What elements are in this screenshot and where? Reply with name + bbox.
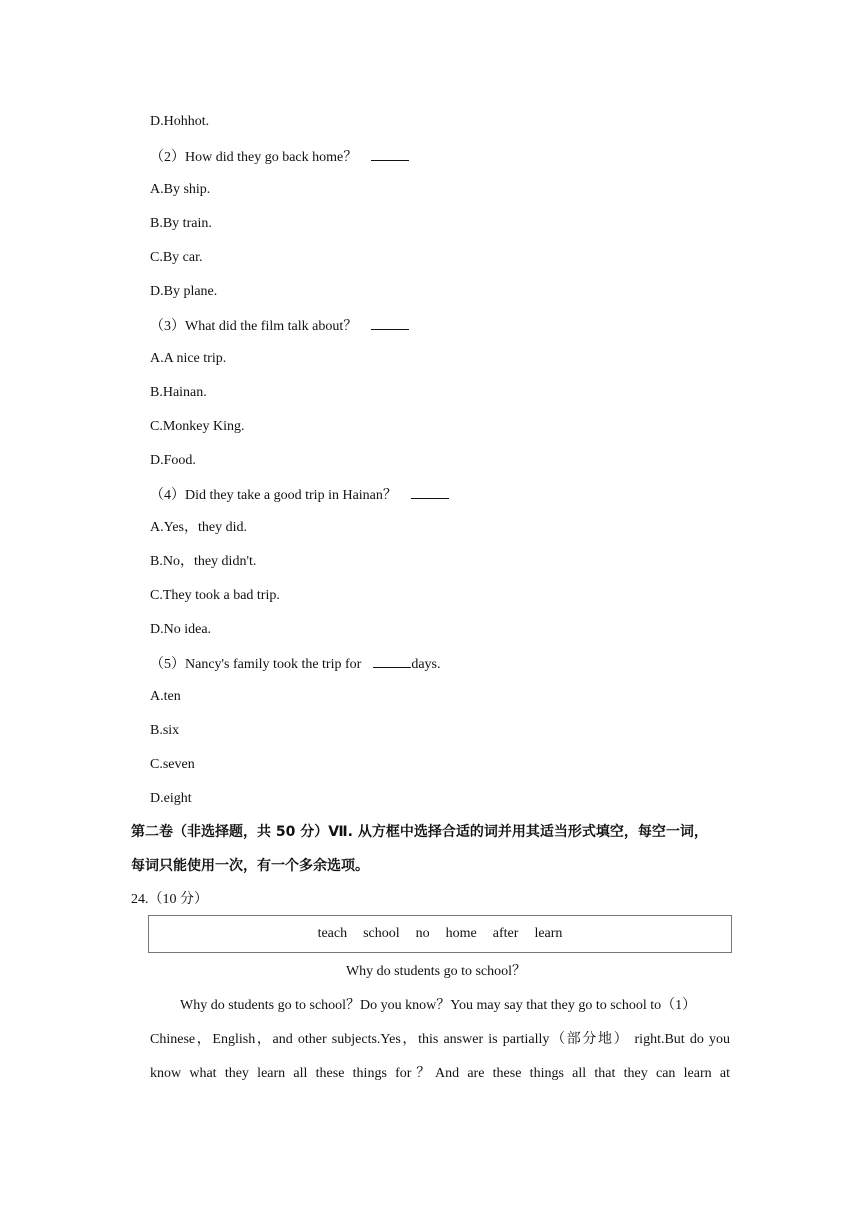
q4-prompt-text: （4）Did they take a good trip in Hainan？: [150, 488, 397, 503]
q5-option-a: A.ten: [150, 689, 181, 704]
section2-heading-line1: 第二卷（非选择题，共 50 分）Ⅶ. 从方框中选择合适的词并用其适当形式填空，每空一词，: [131, 824, 708, 840]
q3-option-c: C.Monkey King.: [150, 419, 245, 434]
passage-title: Why do students go to school？: [345, 964, 527, 979]
q3-answer-blank[interactable]: [371, 315, 409, 330]
q5-prompt-before: （5）Nancy's family took the trip for: [150, 657, 362, 672]
passage-line-1: Why do students go to school？Do you know？You may say that they go to school to（1）: [180, 998, 697, 1013]
q24-header: 24.（10 分）: [131, 892, 208, 907]
q3-option-b: B.Hainan.: [150, 385, 207, 400]
q5-option-c: C.seven: [150, 757, 195, 772]
q4-option-b: B.No，they didn't.: [150, 554, 257, 569]
q2-prompt: [150, 146, 409, 168]
q3-option-a: A.A nice trip.: [150, 351, 227, 366]
passage-line-3: know what they learn all these things for？And are these things all that they can learn at: [150, 1066, 730, 1081]
q4-option-d: D.No idea.: [150, 622, 212, 637]
q4-prompt: [150, 484, 449, 506]
word-bank-item: home: [445, 926, 477, 941]
word-bank-item: no: [415, 926, 430, 941]
section2-heading-line2: 每词只能使用一次，有一个多余选项。: [131, 858, 369, 874]
passage-line-2: Chinese，English，and other subjects.Yes，this answer is partially（部分地） right.But do you: [150, 1032, 730, 1047]
q1-option-d: D.Hohhot.: [150, 114, 210, 129]
q4-answer-blank[interactable]: [411, 484, 449, 499]
q2-prompt-text: （2）How did they go back home？: [150, 150, 358, 165]
q3-option-d: D.Food.: [150, 453, 196, 468]
q2-option-c: C.By car.: [150, 250, 203, 265]
q2-option-a: A.By ship.: [150, 182, 211, 197]
q5-option-b: B.six: [150, 723, 180, 738]
q2-option-b: B.By train.: [150, 216, 212, 231]
q5-option-d: D.eight: [150, 791, 192, 806]
q2-option-d: D.By plane.: [150, 284, 218, 299]
word-bank-item: after: [492, 926, 519, 941]
q4-option-c: C.They took a bad trip.: [150, 588, 280, 603]
word-bank-box: [148, 915, 732, 953]
word-bank-item: teach: [317, 926, 348, 941]
q5-answer-blank[interactable]: [373, 653, 411, 668]
word-bank-item: learn: [534, 926, 563, 941]
q3-prompt-text: （3）What did the film talk about？: [150, 319, 358, 334]
q4-option-a: A.Yes，they did.: [150, 520, 247, 535]
q3-prompt: [150, 315, 409, 337]
q5-prompt: [150, 653, 440, 675]
q5-prompt-after: days.: [411, 657, 441, 672]
word-bank-item: school: [363, 926, 400, 941]
q2-answer-blank[interactable]: [371, 146, 409, 161]
